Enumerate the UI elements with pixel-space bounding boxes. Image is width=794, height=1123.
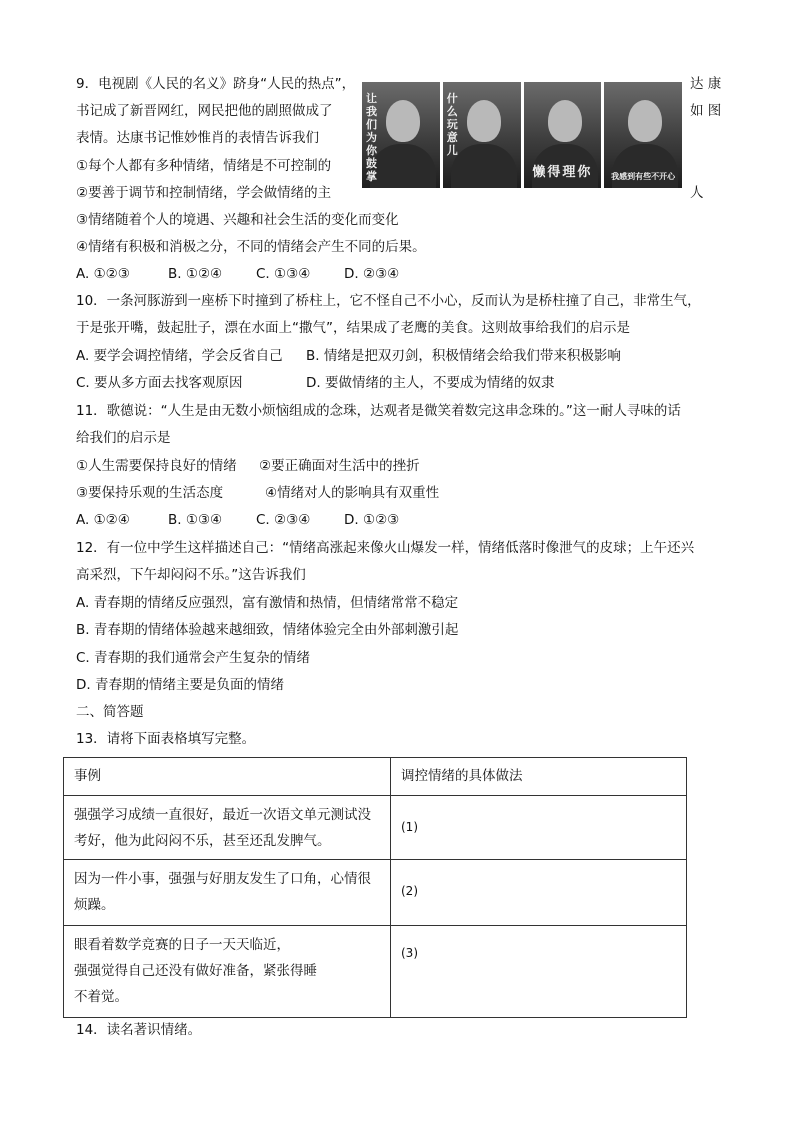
table-cell-case: 因为一件小事，强强与好朋友发生了口角，心情很烦躁。	[64, 860, 391, 926]
table-cell-line: 眼看着数学竞赛的日子一天天临近，	[74, 937, 290, 953]
table-row	[64, 926, 687, 1018]
q11-option-d[interactable]: D. ①②③	[344, 512, 400, 528]
still-caption-3: 懒得理你	[532, 165, 593, 180]
answer-blank-1[interactable]: (1)	[391, 796, 687, 860]
q9-statement-3: ③情绪随着个人的境遇、兴趣和社会生活的变化而变化	[76, 212, 399, 228]
q11-options	[76, 511, 399, 529]
still-photo-4	[604, 82, 682, 188]
q10-stem-line1: 10．一条河豚游到一座桥下时撞到了桥柱上，它不怪自己不小心，反而认为是桥柱撞了自己，非常生气，	[76, 293, 701, 309]
still-caption-2: 什么玩意儿	[446, 92, 458, 157]
q12-option-c[interactable]: C. 青春期的我们通常会产生复杂的情绪	[76, 650, 311, 666]
q10-option-a[interactable]: A. 要学会调控情绪，学会反省自己	[76, 348, 283, 364]
q13-prompt: 13．请将下面表格填写完整。	[76, 731, 256, 747]
q9-stem-line2: 书记成了新晋网红，网民把他的剧照做成了	[76, 103, 333, 119]
q11-option-c[interactable]: C. ②③④	[256, 512, 311, 528]
q9-statement-2-right: 人	[690, 185, 704, 201]
q9-statement-4: ④情绪有积极和消极之分，不同的情绪会产生不同的后果。	[76, 239, 426, 255]
q11-statement-3: ③要保持乐观的生活态度	[76, 485, 224, 501]
still-caption-4: 我感到有些不开心	[611, 172, 676, 181]
table-cell-line: 强强觉得自己还没有做好准备，紧张得睡	[74, 963, 317, 979]
q12-option-b[interactable]: B. 青春期的情绪体验越来越细致，情绪体验完全由外部刺激引起	[76, 622, 459, 638]
table-cell-line: 不着觉。	[74, 989, 128, 1005]
q11-stem-line2: 给我们的启示是	[76, 430, 171, 446]
q11-option-b[interactable]: B. ①③④	[168, 512, 223, 528]
still-photo-2	[443, 82, 521, 188]
answer-blank-2[interactable]: (2)	[391, 860, 687, 926]
q11-option-a[interactable]: A. ①②④	[76, 512, 130, 528]
drama-stills-image	[362, 82, 682, 188]
table-header-row	[64, 758, 687, 796]
q9-option-a[interactable]: A. ①②③	[76, 266, 130, 282]
still-caption-1: 让我们为你鼓掌	[366, 92, 377, 183]
q14-prompt: 14．读名著识情绪。	[76, 1022, 202, 1038]
section-heading: 二、简答题	[76, 704, 144, 720]
q9-stem-line3: 表情。达康书记惟妙惟肖的表情告诉我们	[76, 130, 319, 146]
q11-stem-line1: 11．歌德说：“人生是由无数小烦恼组成的念珠，达观者是微笑着数完这串念珠的。”这一耐人寻味的话	[76, 403, 681, 419]
q10-option-b[interactable]: B. 情绪是把双刃剑，积极情绪会给我们带来积极影响	[306, 348, 621, 364]
q9-stem-line1-right: 达 康	[690, 76, 722, 92]
q9-option-c[interactable]: C. ①③④	[256, 266, 311, 282]
q10-stem-line2: 于是张开嘴，鼓起肚子，漂在水面上“撒气”，结果成了老鹰的美食。这则故事给我们的启示是	[76, 320, 630, 336]
q11-statement-2: ②要正确面对生活中的挫折	[259, 458, 420, 474]
q12-stem-line1: 12．有一位中学生这样描述自己：“情绪高涨起来像火山爆发一样，情绪低落时像泄气的皮球；上午还兴	[76, 540, 695, 556]
q9-statement-1: ①每个人都有多种情绪，情绪是不可控制的	[76, 158, 332, 174]
q9-options	[76, 265, 399, 283]
still-photo-1	[362, 82, 440, 188]
answer-blank-3[interactable]: (3)	[391, 926, 687, 1018]
q9-stem-line2-right: 如 图	[690, 103, 722, 119]
q11-statement-4: ④情绪对人的影响具有双重性	[265, 485, 440, 501]
emotion-table	[63, 757, 687, 1018]
q9-option-d[interactable]: D. ②③④	[344, 266, 400, 282]
q12-option-a[interactable]: A. 青春期的情绪反应强烈，富有激情和热情，但情绪常常不稳定	[76, 595, 459, 611]
table-header: 事例	[64, 758, 391, 796]
q12-stem-line2: 高采烈，下午却闷闷不乐。”这告诉我们	[76, 567, 306, 583]
table-header: 调控情绪的具体做法	[391, 758, 687, 796]
q12-option-d[interactable]: D. 青春期的情绪主要是负面的情绪	[76, 677, 284, 693]
q11-statement-1: ①人生需要保持良好的情绪	[76, 458, 237, 474]
table-row	[64, 796, 687, 860]
still-photo-3	[524, 82, 602, 188]
table-row	[64, 860, 687, 926]
q10-option-c[interactable]: C. 要从多方面去找客观原因	[76, 375, 243, 391]
q9-statement-2: ②要善于调节和控制情绪，学会做情绪的主	[76, 185, 332, 201]
q10-option-d[interactable]: D. 要做情绪的主人，不要成为情绪的奴隶	[306, 375, 555, 391]
q9-stem-line1: 9．电视剧《人民的名义》跻身“人民的热点”，	[76, 76, 356, 92]
table-cell-case: 强强学习成绩一直很好，最近一次语文单元测试没考好，他为此闷闷不乐，甚至还乱发脾气。	[64, 796, 391, 860]
q9-option-b[interactable]: B. ①②④	[168, 266, 223, 282]
table-cell-case	[64, 926, 391, 1018]
